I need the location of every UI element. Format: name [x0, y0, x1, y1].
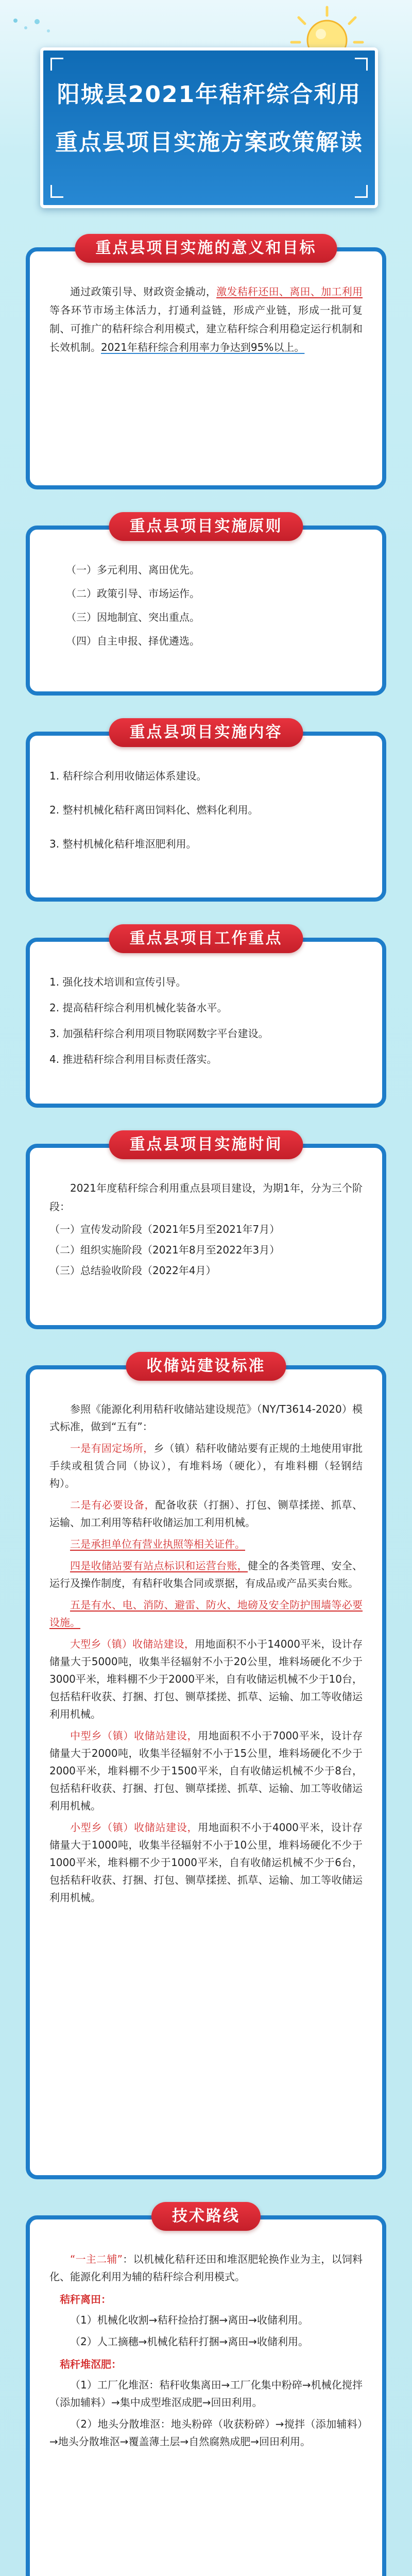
- standard-item: [49, 1535, 363, 1553]
- list-item: （二）组织实施阶段（2021年8月至2022年3月）: [49, 1244, 280, 1256]
- standard-item-small: [49, 1819, 363, 1906]
- section-heading: 技术路线: [151, 2202, 261, 2231]
- decorative-dots-icon: [10, 15, 72, 46]
- list-item: 1. 强化技术培训和宣传引导。: [49, 976, 186, 988]
- standard-item-lead: 一是有固定场所，: [70, 1442, 154, 1454]
- tech-item: （2）人工摘穗→机械化秸秆打捆→离田→收储利用。: [70, 2335, 308, 2348]
- title-banner: [40, 47, 378, 208]
- list-item: 2. 提高秸秆综合利用机械化装备水平。: [49, 1002, 228, 1014]
- page-title-line-2: 重点县项目实施方案政策解读: [55, 129, 363, 156]
- section-heading: 重点县项目实施时间: [109, 1130, 303, 1159]
- underlined-goal-text: 2021年秸秆综合利用率力争达到95%以上。: [101, 341, 305, 353]
- list-item: （三）因地制宜、突出重点。: [66, 611, 200, 623]
- standard-item-medium: [49, 1727, 363, 1815]
- highlighted-text: 激发秸秆还田、离田、加工利用: [216, 285, 363, 298]
- section-heading: 收储站建设标准: [126, 1352, 286, 1381]
- standard-item-lead: 大型乡（镇）收储站建设，: [70, 1638, 195, 1650]
- tech-intro-lead: “一主二辅”: [70, 2253, 123, 2265]
- list-item: 2. 整村机械化秸秆离田饲料化、燃料化利用。: [49, 804, 259, 816]
- standard-item-text: 健全的各类管理、安全、运行及操作制度，有秸秆收集合同或票据，有成品或产品买卖台账。: [49, 1560, 363, 1589]
- tech-item: （1）工厂化堆沤：秸秆收集离田→工厂化集中粉碎→机械化搅拌（添加辅料）→集中成型堆沤成肥→回田利用。: [49, 2379, 363, 2409]
- text-span: 通过政策引导、财政资金撬动，: [70, 285, 217, 298]
- standard-item: [49, 1496, 363, 1531]
- standard-item: [49, 1439, 363, 1492]
- page-title-line-1: 阳城县2021年秸秆综合利用: [57, 81, 362, 108]
- list-item: 1. 秸秆综合利用收储运体系建设。: [49, 770, 207, 782]
- standard-item-text: 用地面积不小于7000平米，设计存储量大于2000吨，收集半径辐射不小于15公里，堆料场硬化不少于2000平米，堆料棚不少于1500平米，自有收储运机械不少于8台，包括秸秆收获、打捆、打包、铡草揉搓、抓草、运输、加工等收储运利用机械。: [49, 1730, 363, 1812]
- tech-item: （2）地头分散堆沤：地头粉碎（收获粉碎）→搅拌（添加辅料）→地头分散堆沤→覆盖薄土层→自然腐熟成肥→回田利用。: [49, 2418, 363, 2448]
- section-principles: [26, 517, 386, 696]
- standard-item-lead: 中型乡（镇）收储站建设，: [70, 1730, 198, 1742]
- banner-corner-decoration: [50, 185, 63, 198]
- significance-paragraph: [49, 282, 363, 357]
- schedule-intro: 2021年度秸秆综合利用重点县项目建设，为期1年，分为三个阶段：: [49, 1182, 363, 1213]
- text-span: 等各环节市场主体活力，打通利益链，形成产业链，形成一批可复制、可推广的秸秆综合利用模式，建立秸秆综合利用稳定运行机制和长效机制。: [49, 304, 363, 353]
- standard-item-lead: 小型乡（镇）收储站建设，: [70, 1821, 198, 1834]
- list-item: （四）自主申报、择优遴选。: [66, 635, 200, 647]
- section-heading: 重点县项目工作重点: [109, 924, 303, 953]
- tech-intro: [49, 2250, 363, 2285]
- banner-corner-decoration: [355, 185, 368, 198]
- tech-intro-text: ：以机械化秸秆还田和堆沤肥轮换作业为主，以饲料化、能源化利用为辅的秸秆综合利用模式。: [49, 2253, 363, 2283]
- section-tech-route: [26, 2207, 386, 2576]
- tech-item: （1）机械化收割→秸秆捡拾打捆→离田→收储利用。: [70, 2314, 308, 2326]
- section-heading: 重点县项目实施原则: [109, 512, 303, 541]
- list-item: 3. 加强秸秆综合利用项目物联网数字平台建设。: [49, 1027, 269, 1040]
- tech-subheading: 秸秆堆沤肥：: [60, 2358, 122, 2370]
- list-item: 3. 整村机械化秸秆堆沤肥利用。: [49, 838, 197, 850]
- standard-item-lead: 三是承担单位有营业执照等相关证件。: [70, 1538, 245, 1550]
- standard-item-text: 配备收获（打捆）、打包、铡草揉搓、抓草、运输、加工利用等秸秆收储运加工利用机械。: [49, 1499, 363, 1529]
- standard-item-lead: 二是有必要设备，: [70, 1499, 156, 1511]
- banner-corner-decoration: [355, 58, 368, 71]
- list-item: （二）政策引导、市场运作。: [66, 587, 200, 600]
- section-focus: [26, 929, 386, 1108]
- list-item: 4. 推进秸秆综合利用目标责任落实。: [49, 1053, 217, 1065]
- standards-intro: 参照《能源化利用秸秆收储站建设规范》（NY/T3614-2020）模式标准，做到“五有”：: [49, 1403, 363, 1433]
- standard-item: [49, 1596, 363, 1631]
- section-significance: [26, 239, 386, 489]
- standard-item-lead: 五是有水、电、消防、避雷、防火、地磅及安全防护围墙等必要设施。: [49, 1599, 363, 1629]
- banner-corner-decoration: [50, 58, 63, 71]
- standard-item-lead: 四是收储站要有站点标识和运营台账，: [70, 1560, 248, 1572]
- section-schedule: [26, 1136, 386, 1329]
- standard-item-text: 乡（镇）秸秆收储站要有正规的土地使用审批手续或租赁合同（协议），有堆料场（硬化），有堆料棚（轻钢结构）。: [49, 1442, 363, 1489]
- section-standards: [26, 1357, 386, 2179]
- standard-item-text: 用地面积不小于14000平米，设计存储量大于5000吨，收集半径辐射不小于20公里，堆料场硬化不少于3000平米，堆料棚不少于2000平米，自有收储运机械不少于10台，包括秸秆收获、打捆、打包、铡草揉搓、抓草、运输、加工等收储运利用机械。: [49, 1638, 363, 1720]
- list-item: （一）宣传发动阶段（2021年5月至2021年7月）: [49, 1223, 280, 1235]
- section-heading: 重点县项目实施内容: [109, 718, 303, 747]
- tech-subheading: 秸秆离田：: [60, 2293, 111, 2306]
- list-item: （三）总结验收阶段（2022年4月）: [49, 1264, 216, 1277]
- section-contents: [26, 723, 386, 902]
- standard-item: [49, 1557, 363, 1592]
- standard-item-large: [49, 1635, 363, 1723]
- section-heading: 重点县项目实施的意义和目标: [75, 234, 337, 263]
- standard-item-text: 用地面积不小于4000平米，设计存储量大于1000吨，收集半径辐射不小于10公里，堆料场硬化不少于1000平米，堆料棚不少于1000平米，自有收储运机械不少于6台，包括秸秆收获、打捆、打包、铡草揉搓、抓草、运输、加工等收储运利用机械。: [49, 1821, 363, 1904]
- list-item: （一）多元利用、离田优先。: [66, 564, 200, 576]
